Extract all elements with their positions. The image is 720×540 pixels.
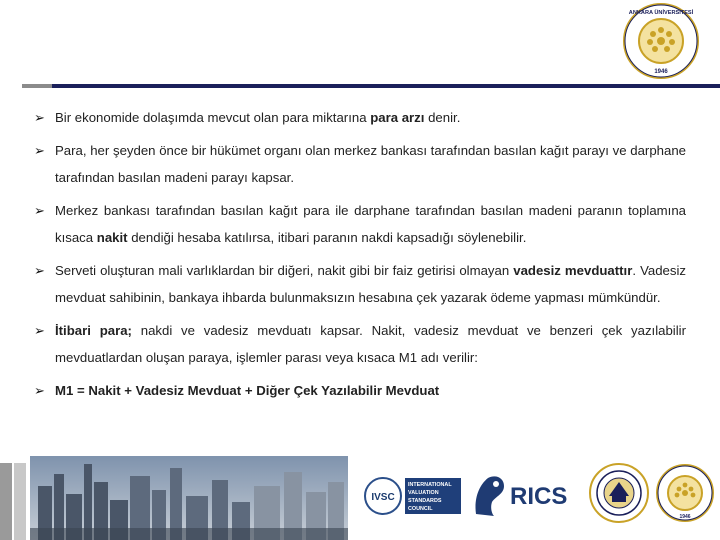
- decor-stripe: [14, 463, 26, 540]
- svg-text:INTERNATIONAL: INTERNATIONAL: [408, 482, 452, 488]
- m1-formula: M1 = Nakit + Vadesiz Mevduat + Diğer Çek Yazılabilir Mevduat: [55, 382, 440, 398]
- svg-text:COUNCIL: COUNCIL: [408, 506, 433, 512]
- svg-text:STANDARDS: STANDARDS: [408, 498, 442, 504]
- top-seal-ring-text: ANKARA ÜNİVERSİTESİ: [628, 10, 694, 16]
- term-vadesiz-mevduat: vadesiz mevduattır: [513, 262, 633, 278]
- bullet-item: ➢ Merkez bankası tarafından basılan kağıt para ile darphane tarafından basılan madeni paranın toplamına kısaca nakit dendiği hesaba katılırsa, itibari paranın nakdi kapsadığı söylenebilir.: [34, 197, 686, 252]
- bullet-item: ➢ İtibari para; nakdi ve vadesiz mevduatı kapsar. Nakit, vadesiz mevduat ve benzeri çek yazılabilir mevduatlardan oluşan paraya, işlemler parası veya kısaca M1 adı verilir:: [34, 317, 686, 372]
- arrow-bullet-icon: ➢: [34, 202, 45, 218]
- university-seal-logo-small: [655, 462, 715, 524]
- arrow-bullet-icon: ➢: [34, 322, 45, 338]
- top-seal-year: 1946: [654, 69, 668, 75]
- arrow-bullet-icon: ➢: [34, 110, 45, 125]
- term-itibari-para: İtibari para;: [55, 322, 132, 338]
- bullet-item: ➢ Para, her şeyden önce bir hükümet organı olan merkez bankası tarafından basılan kağıt parayı ve darphane tarafından basılan madeni parayı kapsar.: [34, 137, 686, 192]
- university-seal-logo: [622, 2, 700, 80]
- bullet-item: ➢ Serveti oluşturan mali varlıklardan bir diğeri, nakit gibi bir faiz getirisi olmayan vadesiz mevduattır. Vadesiz mevduat sahibinin, bankaya ihbarda bulunmaksızın hesabına çek yazarak ödeme yapması mümkündür.: [34, 257, 686, 312]
- term-para-arzi: para arzı: [370, 110, 425, 125]
- arrow-bullet-icon: ➢: [34, 262, 45, 278]
- bullet-item: ➢ Bir ekonomide dolaşımda mevcut olan para miktarına para arzı denir.: [34, 104, 686, 132]
- institution-seal-logo: [588, 462, 650, 524]
- arrow-bullet-icon: ➢: [34, 142, 45, 158]
- rics-logo: [470, 470, 580, 520]
- city-skyline-image: [30, 456, 348, 540]
- term-nakit: nakit: [96, 230, 128, 245]
- ivsc-logo: [363, 474, 461, 518]
- bullet-item: [34, 377, 686, 405]
- ivsc-mark-text: IVSC: [371, 492, 395, 503]
- bullet-list: [34, 104, 686, 409]
- svg-text:VALUATION: VALUATION: [408, 490, 439, 496]
- rics-text: RICS: [510, 483, 568, 510]
- arrow-bullet-icon: ➢: [34, 382, 45, 398]
- seal3-year: 1946: [679, 514, 691, 520]
- decor-stripe: [0, 463, 12, 540]
- header-rule: [22, 84, 720, 88]
